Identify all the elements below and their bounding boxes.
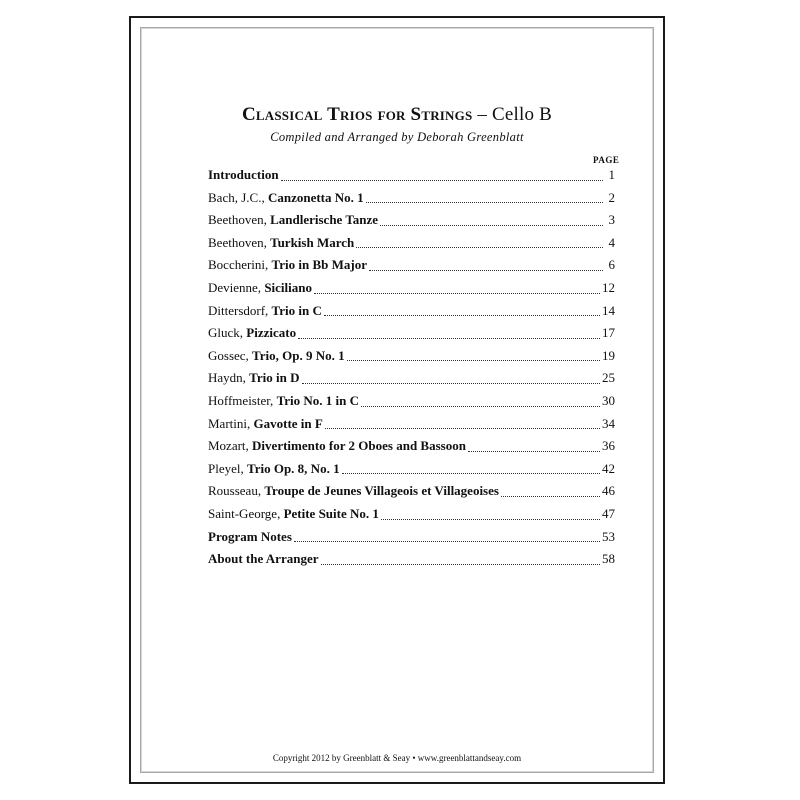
toc-work: Troupe de Jeunes Villageois et Villageoises — [264, 483, 499, 499]
toc-work: Trio in C — [271, 302, 322, 318]
toc-entry-title — [208, 438, 466, 454]
toc-composer: Hoffmeister, — [208, 392, 277, 408]
toc-composer: Beethoven, — [208, 234, 271, 250]
toc-dot-leader — [321, 563, 601, 565]
title-main: Classical Trios for Strings — [242, 104, 473, 125]
toc-entry-title — [208, 461, 340, 477]
toc-entry — [208, 212, 615, 235]
toc-page-number: 58 — [602, 551, 615, 567]
toc-entry-title — [208, 348, 345, 364]
toc-composer: Saint-George, — [208, 505, 284, 521]
copyright-footer: Copyright 2012 by Greenblatt & Seay • www.greenblattandseay.com — [272, 753, 522, 763]
toc-work: Trio No. 1 in C — [276, 392, 360, 408]
toc-page-number: 6 — [608, 257, 615, 273]
toc-entry-title — [208, 257, 367, 273]
toc-dot-leader — [314, 292, 600, 294]
toc-dot-leader — [356, 246, 603, 248]
toc-page-number: 2 — [608, 189, 615, 205]
toc-entry-title — [208, 370, 300, 386]
toc-dot-leader — [298, 337, 600, 339]
toc-dot-leader — [281, 179, 603, 181]
toc-composer: Gluck, — [208, 325, 247, 341]
toc-composer: Beethoven, — [208, 212, 271, 228]
toc-entry-title — [208, 506, 379, 522]
toc-page-number: 1 — [608, 167, 615, 182]
toc-entry-title — [208, 235, 354, 251]
title-separator: – — [472, 104, 492, 125]
toc-composer: Gossec, — [208, 347, 253, 363]
toc-dot-leader — [294, 540, 600, 542]
toc-entry — [208, 325, 615, 348]
toc-entry — [208, 506, 615, 529]
toc-dot-leader — [381, 518, 600, 520]
toc-page-number: 46 — [602, 483, 615, 499]
toc-dot-leader — [369, 269, 603, 271]
toc-composer: Boccherini, — [208, 257, 272, 273]
toc-work: Trio, Op. 9 No. 1 — [252, 347, 345, 363]
toc-entry-title — [208, 529, 292, 545]
toc-work: Petite Suite No. 1 — [283, 505, 379, 521]
toc-entry — [208, 551, 615, 574]
toc-page-number: 25 — [602, 370, 615, 386]
toc-composer: Bach, J.C., — [208, 189, 268, 205]
toc-work: Canzonetta No. 1 — [267, 189, 364, 205]
toc-entry — [208, 483, 615, 506]
toc-dot-leader — [347, 359, 600, 361]
toc-entry-title — [208, 280, 312, 296]
toc-entry — [208, 393, 615, 416]
toc-work: Trio in D — [249, 370, 300, 386]
toc-dot-leader — [325, 427, 600, 429]
toc-composer: Dittersdorf, — [208, 302, 272, 318]
toc-dot-leader — [380, 224, 603, 226]
document-page — [129, 16, 665, 784]
toc-dot-leader — [342, 472, 600, 474]
toc-entry-title — [208, 167, 279, 183]
toc-entry-title — [208, 393, 359, 409]
toc-entry — [208, 190, 615, 213]
toc-entry-title — [208, 551, 319, 567]
toc-composer: Rousseau, — [208, 483, 265, 499]
toc-dot-leader — [366, 201, 603, 203]
toc-entry — [208, 348, 615, 371]
toc-work: Trio in Bb Major — [271, 257, 367, 273]
toc-entry-title — [208, 325, 296, 341]
toc-page-number: 4 — [608, 234, 615, 250]
title-edition: Cello B — [491, 104, 552, 125]
toc-composer: Pleyel, — [208, 460, 247, 476]
toc-entry-title — [208, 190, 364, 206]
toc-entry — [208, 370, 615, 393]
document-subtitle: Compiled and Arranged by Deborah Greenblatt — [270, 130, 524, 144]
toc-entry-title — [208, 416, 323, 432]
toc-composer: Mozart, — [208, 438, 253, 454]
toc-page-number: 3 — [608, 212, 615, 228]
toc-entry — [208, 461, 615, 484]
toc-work: Gavotte in F — [253, 415, 323, 431]
toc-work: Pizzicato — [246, 325, 297, 341]
toc-page-number: 30 — [602, 392, 615, 408]
toc-page-number: 53 — [602, 528, 615, 544]
toc-entry — [208, 167, 615, 190]
toc-work: Landlerische Tanze — [270, 212, 379, 228]
toc-work: Introduction — [208, 167, 279, 182]
toc-work: About the Arranger — [208, 551, 319, 567]
toc-entry — [208, 257, 615, 280]
toc-page-number: 14 — [602, 302, 615, 318]
page-column-header: PAGE — [593, 155, 620, 165]
table-of-contents — [208, 167, 615, 574]
toc-page-number: 34 — [602, 415, 615, 431]
toc-work: Program Notes — [208, 528, 292, 544]
toc-dot-leader — [501, 495, 600, 497]
toc-entry — [208, 416, 615, 439]
toc-entry — [208, 235, 615, 258]
toc-entry-title — [208, 303, 322, 319]
toc-page-number: 12 — [602, 279, 615, 295]
toc-dot-leader — [324, 314, 600, 316]
toc-entry — [208, 303, 615, 326]
toc-page-number: 17 — [602, 325, 615, 341]
toc-work: Siciliano — [264, 279, 312, 295]
toc-dot-leader — [302, 382, 601, 384]
toc-entry — [208, 529, 615, 552]
toc-page-number: 19 — [602, 347, 615, 363]
toc-entry-title — [208, 483, 499, 499]
toc-page-number: 36 — [602, 438, 615, 454]
toc-page-number: 47 — [602, 505, 615, 521]
toc-work: Trio Op. 8, No. 1 — [247, 460, 340, 476]
toc-work: Turkish March — [270, 234, 355, 250]
toc-entry-title — [208, 212, 378, 228]
toc-work: Divertimento for 2 Oboes and Bassoon — [252, 438, 466, 454]
toc-entry — [208, 438, 615, 461]
toc-entry — [208, 280, 615, 303]
document-title — [131, 104, 663, 126]
toc-composer: Haydn, — [208, 370, 250, 386]
toc-composer: Devienne, — [208, 279, 265, 295]
toc-page-number: 42 — [602, 460, 615, 476]
toc-composer: Martini, — [208, 415, 254, 431]
toc-dot-leader — [468, 450, 600, 452]
toc-dot-leader — [361, 405, 600, 407]
